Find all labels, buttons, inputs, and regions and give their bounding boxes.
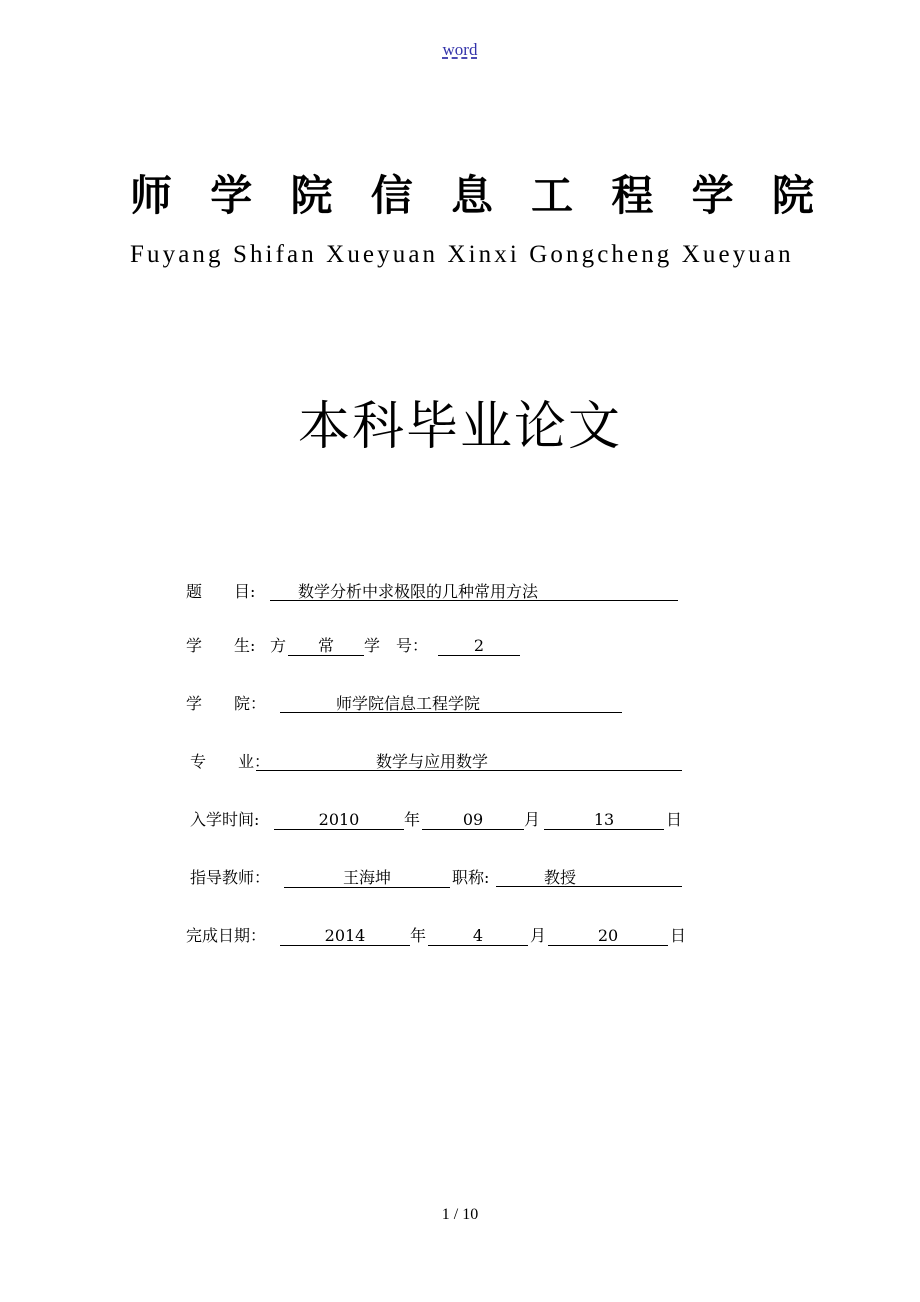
school-name-char: 学 xyxy=(210,171,253,220)
college-value: 师学院信息工程学院 xyxy=(280,692,622,713)
page-number: 1 / 10 xyxy=(441,1206,479,1223)
complete-day-unit: 日 xyxy=(670,926,687,945)
student-label: 学 生: xyxy=(186,636,256,655)
complete-label: 完成日期： xyxy=(186,926,267,945)
form-row-enroll-date xyxy=(190,808,690,832)
enroll-day: 13 xyxy=(544,808,664,830)
complete-year: 2014 xyxy=(280,924,410,946)
form-row-student xyxy=(186,634,526,658)
school-name-pinyin: Fuyang Shifan Xueyuan Xinxi Gongcheng Xueyuan xyxy=(130,241,794,268)
complete-month: 4 xyxy=(428,924,528,946)
enroll-month: 09 xyxy=(422,808,524,830)
form-row-complete-date xyxy=(186,924,690,948)
form-row-college xyxy=(186,692,626,716)
school-name-char: 院 xyxy=(290,171,333,220)
advisor-value: 王海坤 xyxy=(284,866,450,888)
enroll-day-unit: 日 xyxy=(666,810,683,829)
student-surname: 方 xyxy=(270,636,287,655)
school-name-char: 师 xyxy=(130,171,173,220)
school-name-char: 工 xyxy=(531,171,574,220)
advisor-title-value: 教授 xyxy=(496,866,682,887)
form-row-title xyxy=(186,580,682,604)
major-label: 专 业： xyxy=(190,752,271,771)
advisor-label: 指导教师： xyxy=(190,868,271,887)
title-label: 题 目: xyxy=(186,582,256,601)
major-value: 数学与应用数学 xyxy=(256,750,682,771)
enroll-label: 入学时间: xyxy=(190,810,260,829)
complete-year-unit: 年 xyxy=(410,926,427,945)
enroll-month-unit: 月 xyxy=(524,810,541,829)
student-id-value: 2 xyxy=(438,634,520,656)
enroll-year: 2010 xyxy=(274,808,404,830)
school-name-chinese xyxy=(130,168,814,224)
student-given-name: 常 xyxy=(288,634,364,656)
college-label: 学 院： xyxy=(186,694,267,713)
header-word-link[interactable]: word xyxy=(442,40,478,59)
school-name-char: 信 xyxy=(370,171,413,220)
title-value: 数学分析中求极限的几种常用方法 xyxy=(270,580,678,601)
complete-day: 20 xyxy=(548,924,668,946)
complete-month-unit: 月 xyxy=(530,926,547,945)
enroll-year-unit: 年 xyxy=(404,810,421,829)
school-name-char: 程 xyxy=(611,171,654,220)
advisor-title-label: 职称: xyxy=(452,868,490,887)
school-name-char: 学 xyxy=(691,171,734,220)
form-row-major xyxy=(190,750,686,774)
thesis-type-heading: 本科毕业论文 xyxy=(297,397,622,457)
student-id-label: 学 号： xyxy=(364,636,429,655)
school-name-char: 院 xyxy=(771,171,814,220)
form-row-advisor xyxy=(190,866,686,890)
school-name-char: 息 xyxy=(450,171,493,220)
